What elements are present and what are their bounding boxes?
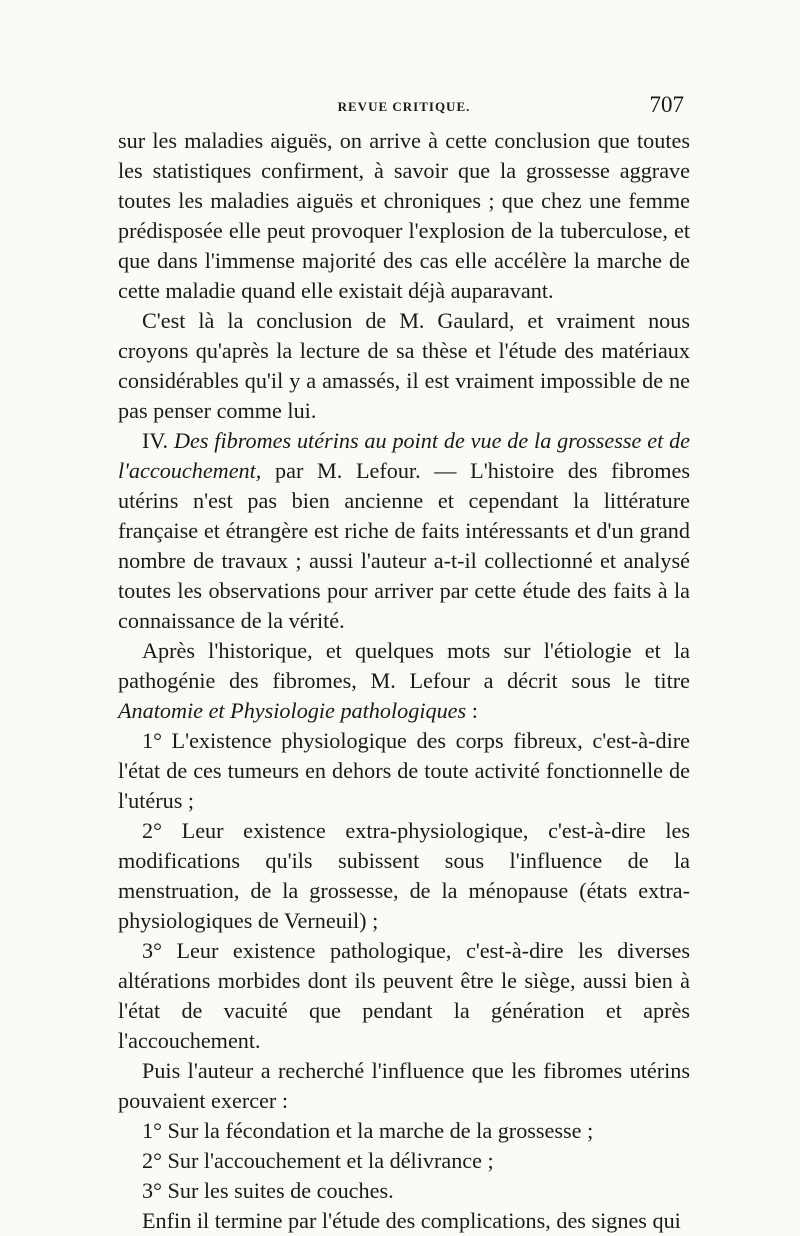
document-page xyxy=(118,92,690,1236)
running-title: REVUE CRITIQUE. xyxy=(337,99,471,114)
paragraph: sur les maladies aiguës, on arrive à cette conclusion que toutes les statistiques confirment, à savoir que la grossesse aggrave toutes les maladies aiguës et chroniques ; que chez une femme prédisposée elle peut provoquer l'explosion de la tuberculose, et que dans l'immense majorité des cas elle accélère la marche de cette maladie quand elle existait déjà auparavant. xyxy=(118,128,690,303)
list-item: 3° Sur les suites de couches. xyxy=(142,1178,394,1203)
paragraph-section-iv xyxy=(118,426,690,636)
list-item: 1° Sur la fécondation et la marche de la grossesse ; xyxy=(142,1118,594,1143)
list-item: 2° Sur l'accouchement et la délivrance ; xyxy=(142,1148,494,1173)
section-title: Des fibromes utérins au point de vue de la grossesse et de l'accouchement, xyxy=(118,428,691,483)
section-number: IV. xyxy=(142,428,169,453)
paragraph: Enfin il termine par l'étude des complications, des signes qui xyxy=(142,1208,681,1233)
list-item: 1° L'existence physiologique des corps fibreux, c'est-à-dire l'état de ces tumeurs en dehors de toute activité fonctionnelle de l'utérus ; xyxy=(118,728,690,813)
body-text xyxy=(118,126,690,1236)
paragraph: C'est là la conclusion de M. Gaulard, et vraiment nous croyons qu'après la lecture de sa thèse et l'étude des matériaux considérables qu'il y a amassés, il est vraiment impossible de ne pas penser comme lui. xyxy=(118,308,690,423)
page-header xyxy=(118,92,690,124)
list-item: 2° Leur existence extra-physiologique, c'est-à-dire les modifications qu'ils subissent sous l'influence de la menstruation, de la grossesse, de la ménopause (états extra-physiologiques de Verneuil) ; xyxy=(118,818,690,933)
paragraph: Puis l'auteur a recherché l'influence que les fibromes utérins pouvaient exercer : xyxy=(118,1058,690,1113)
page-number: 707 xyxy=(649,92,684,117)
list-item: 3° Leur existence pathologique, c'est-à-dire les diverses altérations morbides dont ils peuvent être le siège, aussi bien à l'état de vacuité que pendant la génération et après l'accouchement. xyxy=(118,938,690,1053)
italic-title: Anatomie et Physiologie pathologiques xyxy=(118,698,467,723)
section-text: par M. Lefour. — L'histoire des fibromes utérins n'est pas bien ancienne et cependant la littérature française et étrangère est riche de faits intéressants et d'un grand nombre de travaux ; aussi l'auteur a-t-il collectionné et analysé toutes les observations pour arriver par cette étude des faits à la connaissance de la vérité. xyxy=(118,458,691,633)
paragraph: Après l'historique, et quelques mots sur l'étiologie et la pathogénie des fibromes, M. Lefour a décrit sous le titre Anatomie et Physiologie pathologiques : xyxy=(118,638,690,723)
